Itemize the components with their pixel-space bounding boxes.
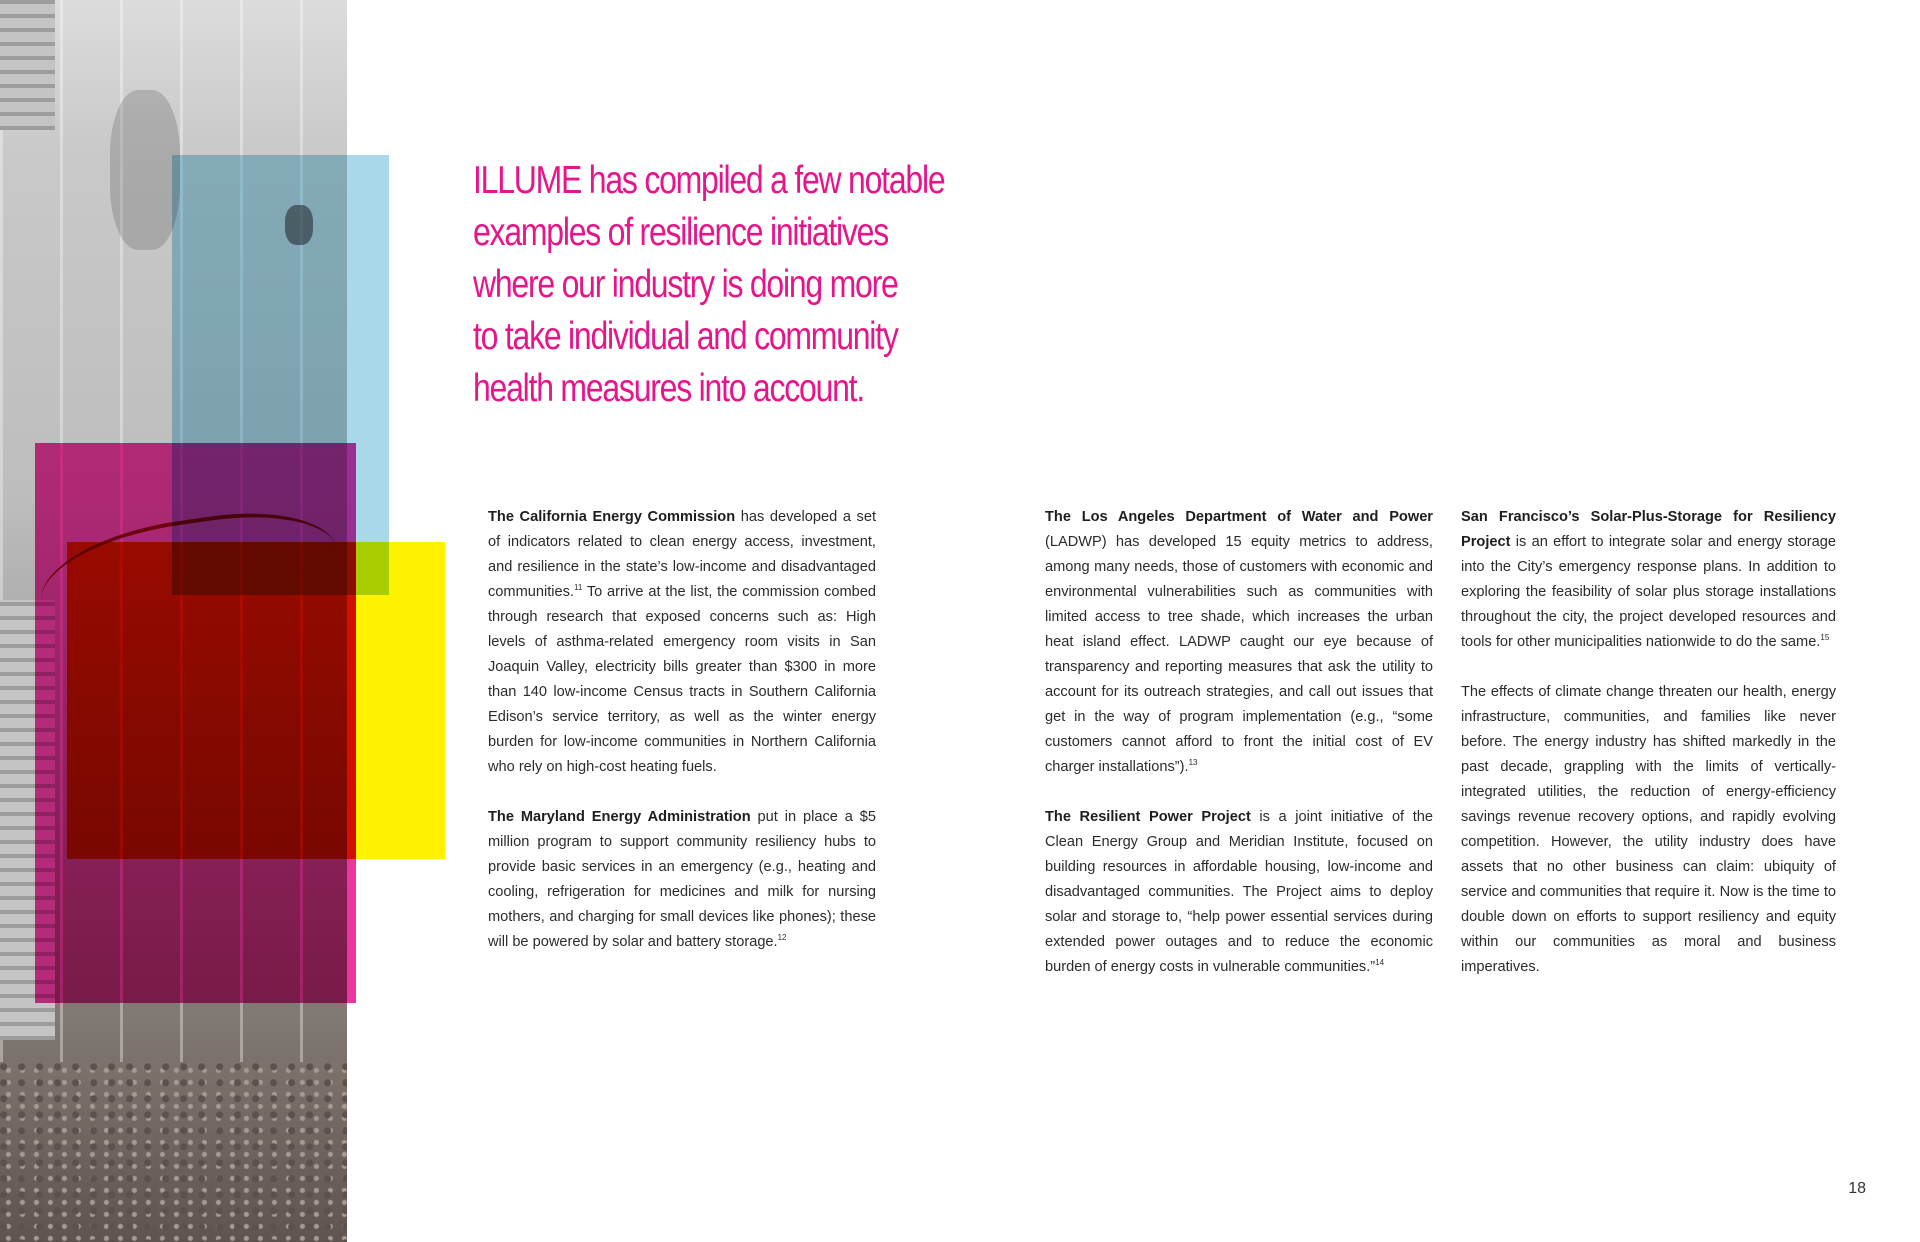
paragraph-climate-change [1461, 680, 1836, 980]
gravel-ground [0, 1062, 347, 1242]
paragraph-ladwp [1045, 505, 1433, 780]
paragraph-california [488, 505, 876, 780]
headline-line: to take individual and community [473, 315, 898, 358]
footnote-ref: 13 [1188, 758, 1198, 768]
page-number: 18 [1848, 1180, 1866, 1197]
paragraph-lead: San Francisco’s Solar-Plus-Storage for Resiliency Project [1461, 509, 1836, 550]
paragraph-text: To arrive at the list, the commission combed through research that exposed concerns such as: High levels of asthma-related emergency room visits in San Joaquin Valley, electricity bills greater than $300 in more than 140 low-income Census tracts in Southern California Edison’s service territory, as well as the winter energy burden for low-income communities in Northern California who rely on high-cost heating fuels. [488, 584, 876, 775]
paragraph-text: is a joint initiative of the Clean Energy Group and Meridian Institute, focused on building resources in affordable housing, low-income and disadvantaged communities. The Project aims to deploy solar and storage to, “help power essential services during extended power outages and to reduce the economic burden of energy costs in vulnerable communities.” [1045, 809, 1433, 975]
paragraph-maryland [488, 805, 876, 955]
red-overlay-block [67, 542, 356, 859]
text-column-1 [488, 505, 876, 980]
text-column-2 [1045, 505, 1433, 1005]
paragraph-lead: The Los Angeles Department of Water and Power [1045, 509, 1433, 525]
paragraph-resilient-power [1045, 805, 1433, 980]
paragraph-text: (LADWP) has developed 15 equity metrics to address, among many needs, those of customers with economic and environmental vulnerabilities such as communities with limited access to tree shade, which increases the urban heat island effect. LADWP caught our eye because of transparency and reporting measures that ask the utility to account for its outreach strategies, and call out issues that get in the way of program implementation (e.g., “some customers cannot afford to front the initial cost of EV charger installations”). [1045, 534, 1433, 775]
footnote-ref: 12 [777, 933, 787, 943]
paragraph-text: is an effort to integrate solar and energy storage into the City’s emergency response plans. In addition to exploring the feasibility of solar plus storage installations throughout the city, the project developed resources and tools for other municipalities nationwide to do the same. [1461, 534, 1836, 650]
paragraph-text: put in place a $5 million program to support community resiliency hubs to provide basic services in an emergency (e.g., heating and cooling, refrigeration for medicines and milk for nursing mothers, and charging for small devices like phones); these will be powered by solar and battery storage. [488, 809, 876, 950]
paragraph-san-francisco [1461, 505, 1836, 655]
paragraph-lead: The California Energy Commission [488, 509, 736, 525]
paragraph-lead: The Maryland Energy Administration [488, 809, 751, 825]
paragraph-text: The effects of climate change threaten our health, energy infrastructure, communities, and families like never before. The energy industry has shifted markedly in the past decade, grappling with the limits of vertically-integrated utilities, the reduction of energy-efficiency savings revenue recovery options, and rapidly evolving competition. However, the utility industry does have assets that no other business can claim: ubiquity of service and communities that require it. Now is the time to double down on efforts to support resiliency and equity within our communities as moral and business imperatives. [1461, 684, 1836, 975]
headline-line: where our industry is doing more [473, 263, 898, 306]
footnote-ref: 11 [573, 583, 583, 593]
brick-wall-top [0, 0, 55, 130]
pull-quote-headline [473, 155, 945, 415]
headline-line: health measures into account. [473, 367, 864, 410]
text-column-3 [1461, 505, 1836, 1005]
headline-line: ILLUME has compiled a few notable [473, 159, 945, 202]
headline-line: examples of resilience initiatives [473, 211, 888, 254]
paragraph-lead: The Resilient Power Project [1045, 809, 1251, 825]
paragraph-text: has developed a set of indicators related to clean energy access, investment, and resilience in the state’s low-income and disadvantaged communities. [488, 509, 877, 600]
footnote-ref: 15 [1820, 633, 1830, 643]
paint-stain [110, 90, 180, 250]
footnote-ref: 14 [1375, 958, 1385, 968]
